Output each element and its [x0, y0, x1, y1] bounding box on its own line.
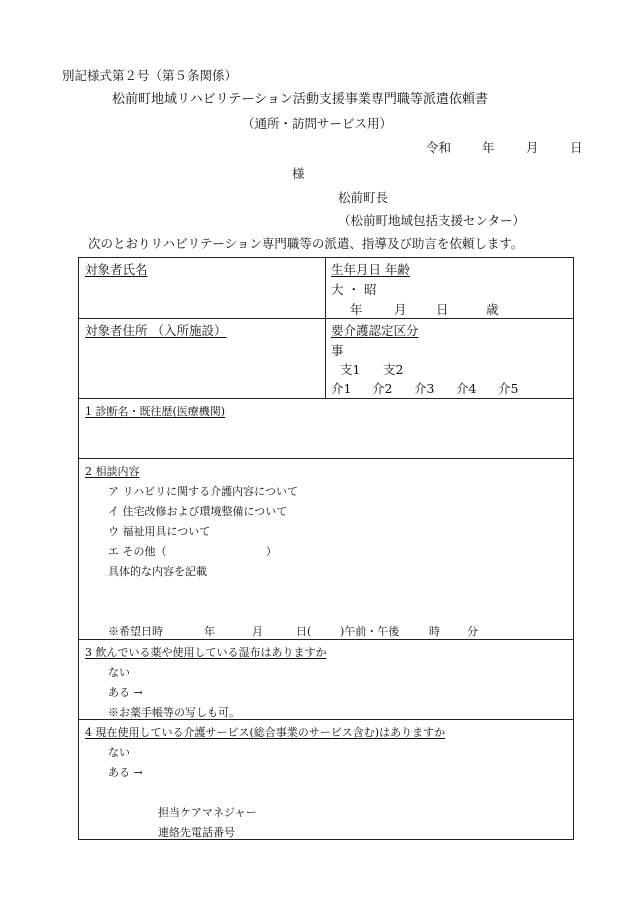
birth-unit-year: 年: [350, 302, 363, 317]
date-day-unit: 日: [570, 140, 583, 155]
address-label: 対象者住所 （入所施設）: [85, 323, 227, 338]
wish-year-unit: 年: [204, 625, 215, 638]
wish-label: ※希望日時: [108, 625, 163, 638]
document-subtitle: （通所・訪問サービス用）: [242, 116, 393, 131]
care-level-label: 要介護認定区分: [331, 323, 419, 338]
wish-hour-unit: 時: [429, 625, 440, 638]
document-title: 松前町地域リハビリテーション活動支援事業専門職等派遣依頼書: [112, 92, 488, 107]
care-level-3: 介3: [414, 381, 435, 396]
care-support-1: 支1: [340, 362, 361, 377]
consult-item-c: ウ 福祉用具について: [108, 525, 211, 538]
addressee-suffix: 様: [292, 166, 305, 181]
birth-unit-day: 日: [436, 302, 449, 317]
birth-label: 生年月日 年齢: [331, 262, 410, 277]
service-none: ない: [108, 746, 130, 759]
consult-detail-note: 具体的な内容を記載: [108, 565, 207, 578]
sender-org: （松前町地域包括支援センター）: [338, 213, 526, 228]
date-year-unit: 年: [482, 140, 495, 155]
care-manager-label: 担当ケアマネジャー: [158, 806, 257, 819]
care-support-2: 支2: [383, 362, 404, 377]
wish-minute-unit: 分: [467, 625, 478, 638]
wish-month-unit: 月: [252, 625, 263, 638]
sender-name: 松前町長: [338, 190, 389, 205]
section2-title: 2 相談内容: [85, 465, 140, 478]
care-level-line1: 事: [331, 343, 344, 358]
consult-item-d-close: ）: [266, 545, 277, 558]
medicine-yes: ある →: [108, 686, 143, 699]
birth-era: 大 ・ 昭: [331, 282, 377, 297]
consult-item-d: エ その他（: [108, 545, 167, 558]
care-level-2: 介2: [372, 381, 393, 396]
wish-ampm: )午前・午後: [340, 625, 400, 638]
wish-day-unit: 日(: [296, 625, 312, 638]
contact-phone-label: 連絡先電話番号: [158, 826, 235, 839]
medicine-note: ※お薬手帳等の写しも可。: [108, 706, 240, 719]
date-era: 令和: [426, 140, 452, 155]
section3-title: 3 飲んでいる薬や使用している湿布はありますか: [85, 646, 327, 659]
section1-title: 1 診断名・既往歴(医療機関): [85, 405, 226, 418]
intro-text: 次のとおりリハビリテーション専門職等の派遣、指導及び助言を依頼します。: [88, 236, 524, 251]
name-label: 対象者氏名: [85, 262, 148, 277]
care-level-1: 介1: [331, 381, 352, 396]
birth-unit-age: 歳: [486, 302, 499, 317]
consult-item-a: ア リハビリに関する介護内容について: [108, 485, 298, 498]
date-month-unit: 月: [526, 140, 539, 155]
birth-unit-month: 月: [394, 302, 407, 317]
section4-title: 4 現在使用している介護サービス(総合事業のサービス含む)はありますか: [85, 726, 446, 739]
service-yes: ある →: [108, 766, 143, 779]
care-level-4: 介4: [456, 381, 477, 396]
care-level-5: 介5: [498, 381, 519, 396]
consult-item-b: イ 住宅改修および環境整備について: [108, 505, 288, 518]
form-number: 別記様式第２号（第５条関係）: [62, 68, 238, 83]
medicine-none: ない: [108, 666, 130, 679]
